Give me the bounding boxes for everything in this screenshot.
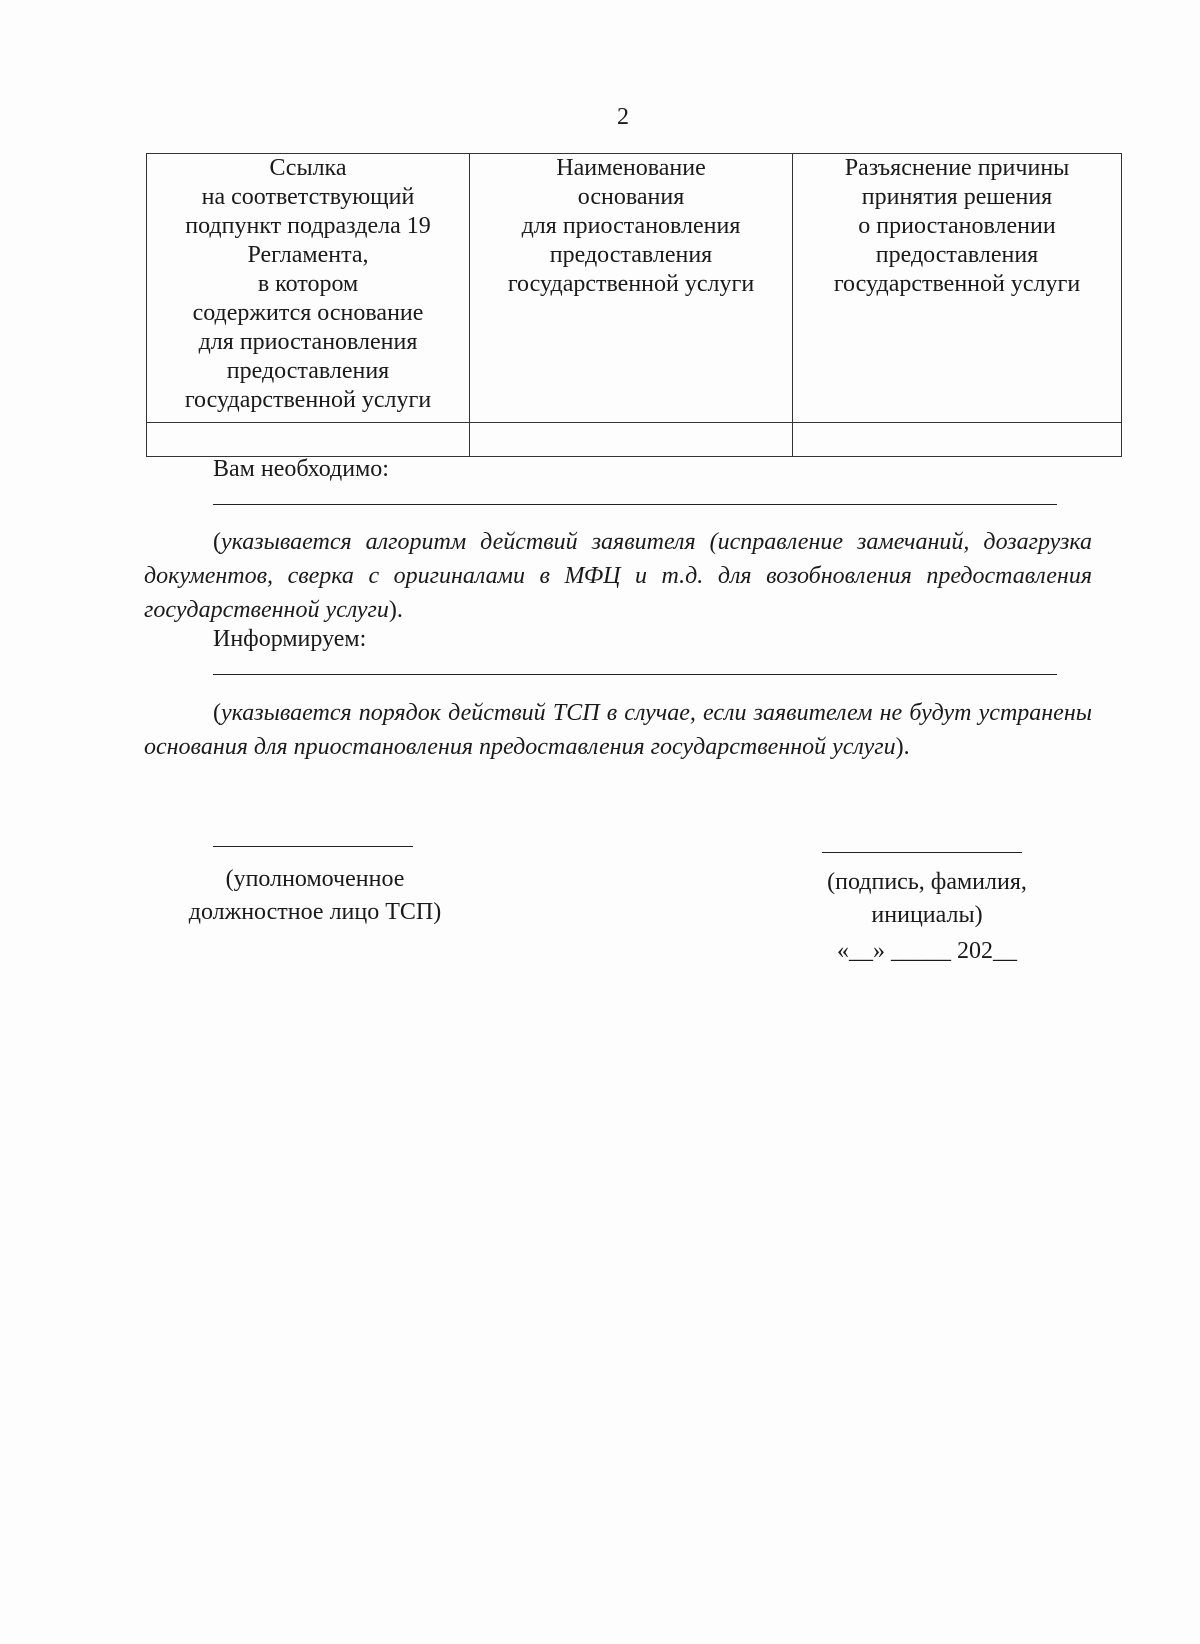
need-label: Вам необходимо:	[213, 456, 389, 482]
header-text-line: государственной услуги	[507, 271, 755, 297]
inform-fill-line	[213, 674, 1057, 675]
page-number: 2	[617, 104, 629, 130]
header-text-line: государственной услуги	[833, 271, 1081, 297]
table-row	[147, 423, 1122, 457]
header-text-line: принятия решения	[861, 184, 1053, 210]
header-text-line: содержится основание	[192, 300, 424, 326]
need-note-text: указывается алгоритм действий заявителя (исправление замечаний, дозагрузка документов, сверка с оригиналами в МФЦ и т.д. для возобновления предоставления государственной услуги	[144, 529, 1092, 623]
inform-label: Информируем:	[213, 626, 367, 652]
suspension-reasons-table	[146, 153, 1122, 457]
header-cell-reference	[147, 154, 470, 423]
inform-note-close: ).	[895, 734, 910, 760]
official-caption-line: должностное лицо ТСП)	[188, 899, 442, 925]
header-text-line: на соответствующий	[201, 184, 415, 210]
header-text-line: подпункт подраздела 19	[185, 213, 431, 239]
header-text-line: государственной услуги	[184, 387, 432, 413]
header-text-line: Ссылка	[269, 155, 347, 181]
official-caption-line: (уполномоченное	[225, 866, 405, 892]
header-text-line: предоставления	[875, 242, 1039, 268]
official-caption	[150, 863, 480, 929]
table-cell	[793, 423, 1122, 457]
inform-note-open: (	[213, 700, 221, 726]
need-fill-line	[213, 504, 1057, 505]
header-text-line: для приостановления	[521, 213, 741, 239]
need-note-open: (	[213, 529, 221, 555]
header-text-line: для приостановления	[198, 329, 418, 355]
inform-note-text: указывается порядок действий ТСП в случае, если заявителем не будут устранены основания для приостановления предоставления государственной услуги	[144, 700, 1092, 760]
header-text-line: Наименование	[556, 155, 706, 181]
signature-caption-line: инициалы)	[871, 902, 983, 928]
header-cell-basis-name	[470, 154, 793, 423]
signature-caption	[782, 866, 1072, 932]
table-cell	[147, 423, 470, 457]
signature-line	[822, 852, 1022, 853]
signature-caption-line: (подпись, фамилия,	[827, 869, 1027, 895]
header-text-line: о приостановлении	[858, 213, 1056, 239]
inform-note	[144, 696, 1092, 764]
date-field: «__» _____ 202__	[837, 938, 1017, 964]
need-note-close: ).	[388, 597, 403, 623]
header-text-line: Регламента,	[247, 242, 369, 268]
header-text-line: в котором	[257, 271, 359, 297]
official-signature-line	[213, 846, 413, 847]
header-text-line: предоставления	[549, 242, 713, 268]
header-cell-explanation	[793, 154, 1122, 423]
table-header-row	[147, 154, 1122, 423]
table-cell	[470, 423, 793, 457]
need-note	[144, 525, 1092, 627]
header-text-line: Разъяснение причины	[844, 155, 1070, 181]
header-text-line: предоставления	[226, 358, 390, 384]
header-text-line: основания	[577, 184, 685, 210]
